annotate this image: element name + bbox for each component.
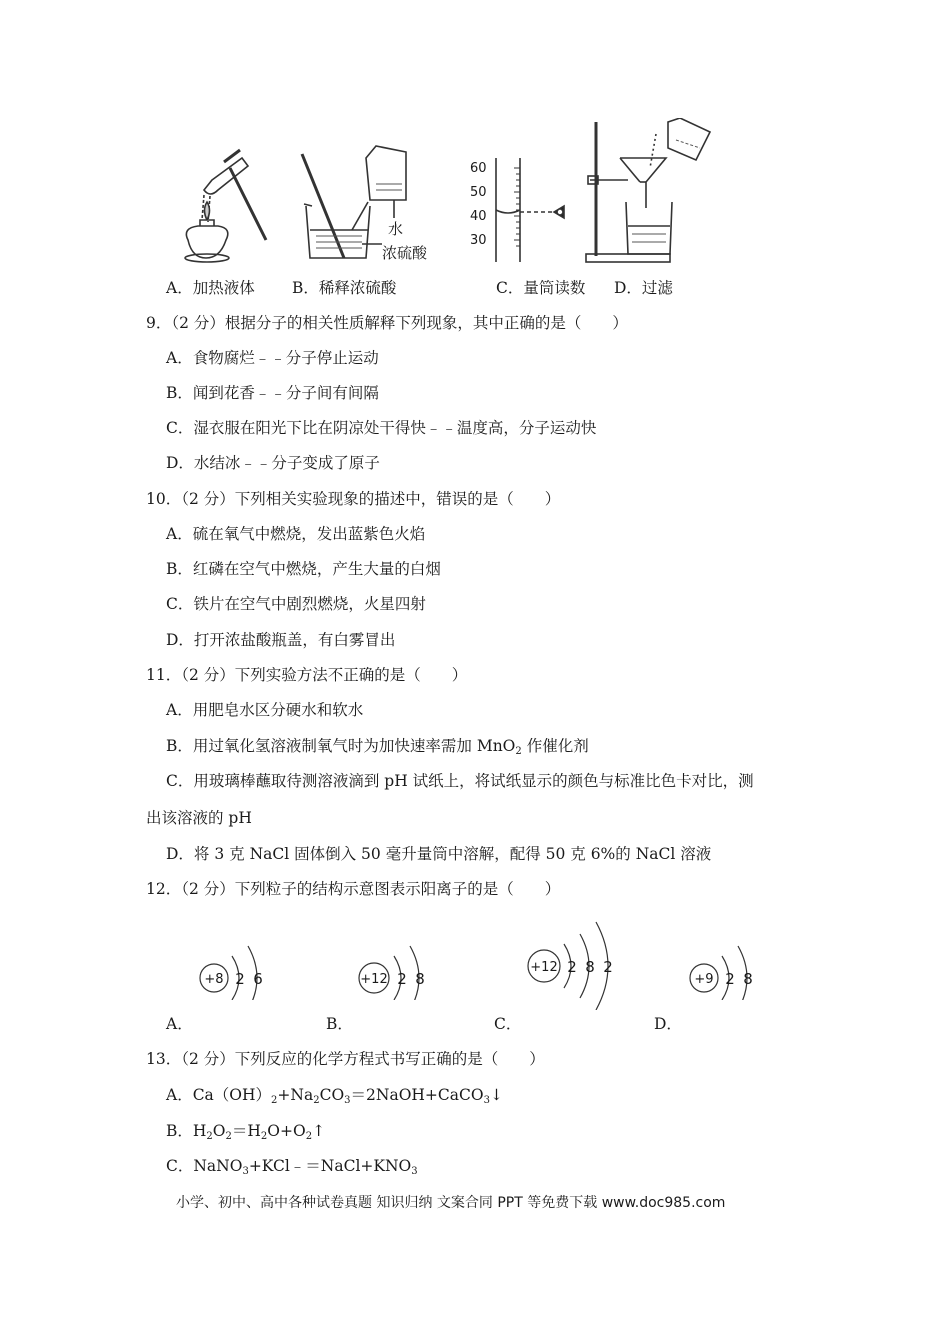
atom-c-shell-1: 2 xyxy=(567,958,577,976)
figure-option-d: D．过滤 xyxy=(614,279,673,297)
dilute-acid-figure xyxy=(288,118,438,268)
tick-60: 60 xyxy=(470,161,487,176)
eq-b-sub: 2 xyxy=(225,1131,232,1142)
atom-c-shell-2: 8 xyxy=(585,958,595,976)
cylinder-reading-figure xyxy=(462,158,572,266)
tick-50: 50 xyxy=(470,185,487,200)
eq-a-sub: 3 xyxy=(483,1095,490,1106)
question-13-option-b xyxy=(166,1121,325,1141)
eq-c-part: C．NaNO xyxy=(166,1157,243,1175)
eq-b-sub: 2 xyxy=(206,1131,213,1142)
atom-d-diagram xyxy=(684,930,774,1000)
eq-a-part: ↓ xyxy=(489,1086,503,1104)
atom-c-nucleus: +12 xyxy=(530,960,558,975)
water-label: 水 xyxy=(388,220,404,238)
heating-liquid-figure xyxy=(160,140,270,268)
eq-b-part: ＝H xyxy=(231,1122,261,1140)
eq-a-part: CO xyxy=(319,1086,345,1104)
question-13-stem: 13．（2 分）下列反应的化学方程式书写正确的是（ ） xyxy=(146,1050,545,1068)
question-11-option-d: D．将 3 克 NaCl 固体倒入 50 毫升量筒中溶解，配得 50 克 6%的 NaCl 溶液 xyxy=(166,845,712,863)
atom-b-nucleus: +12 xyxy=(360,972,388,987)
question-10-option-c: C．铁片在空气中剧烈燃烧，火星四射 xyxy=(166,595,426,613)
atom-b-shell-1: 2 xyxy=(397,970,407,988)
question-10-option-d: D．打开浓盐酸瓶盖，有白雾冒出 xyxy=(166,631,396,649)
option-b-subscript: 2 xyxy=(515,746,522,757)
atom-b-shell-2: 8 xyxy=(415,970,425,988)
eq-b-sub: 2 xyxy=(305,1131,313,1142)
filtration-figure xyxy=(580,118,720,268)
question-11-option-a: A．用肥皂水区分硬水和软水 xyxy=(166,701,364,719)
eq-a-part: A．Ca（OH） xyxy=(166,1086,272,1104)
eq-b-part: O+O xyxy=(267,1122,306,1140)
question-13-option-c xyxy=(166,1156,418,1176)
eq-c-sub: 3 xyxy=(242,1166,249,1177)
atom-diagrams xyxy=(150,930,790,1040)
question-11-stem: 11．（2 分）下列实验方法不正确的是（ ） xyxy=(146,666,468,684)
question-12-stem: 12．（2 分）下列粒子的结构示意图表示阳离子的是（ ） xyxy=(146,880,561,898)
atom-b-label: B． xyxy=(326,1015,353,1033)
eq-b-part: B．H xyxy=(166,1122,207,1140)
atom-a-nucleus: +8 xyxy=(204,972,224,987)
eq-b-part: O xyxy=(212,1122,226,1140)
footer-text: 小学、初中、高中各种试卷真题 知识归纳 文案合同 PPT 等免费下载 xyxy=(176,1195,598,1211)
acid-label: 浓硫酸 xyxy=(382,244,428,262)
question-10-stem: 10．（2 分）下列相关实验现象的描述中，错误的是（ ） xyxy=(146,490,561,508)
question-9-option-c: C．湿衣服在阳光下比在阴凉处干得快﹣﹣温度高，分子运动快 xyxy=(166,419,597,437)
eq-c-sub: 3 xyxy=(411,1166,418,1177)
question-11-option-b xyxy=(166,736,589,756)
atom-d-nucleus: +9 xyxy=(694,972,714,987)
question-9-stem: 9．（2 分）根据分子的相关性质解释下列现象，其中正确的是（ ） xyxy=(146,314,628,332)
atom-a-shell-2: 6 xyxy=(253,970,263,988)
question-10-option-a: A．硫在氧气中燃烧，发出蓝紫色火焰 xyxy=(166,525,426,543)
question-10-option-b: B．红磷在空气中燃烧，产生大量的白烟 xyxy=(166,560,441,578)
atom-a-diagram xyxy=(194,930,284,1000)
eq-b-sub: 2 xyxy=(260,1131,268,1142)
option-b-tail: 作催化剂 xyxy=(526,737,589,755)
eq-b-part: ↑ xyxy=(312,1122,326,1140)
atom-c-shell-3: 2 xyxy=(603,958,613,976)
question-11-option-c-continued: 出该溶液的 pH xyxy=(146,809,252,827)
eq-a-part: +Na xyxy=(277,1086,314,1104)
question-9-option-d: D．水结冰﹣﹣分子变成了原子 xyxy=(166,454,380,472)
atom-c-label: C． xyxy=(494,1015,522,1033)
atom-a-label: A． xyxy=(166,1015,193,1033)
atom-d-label: D． xyxy=(654,1015,682,1033)
figure-option-c: C．量筒读数 xyxy=(496,279,586,297)
question-9-option-b: B．闻到花香﹣﹣分子间有间隔 xyxy=(166,384,379,402)
eq-a-sub: 3 xyxy=(344,1095,351,1106)
atom-a-shell-1: 2 xyxy=(235,970,245,988)
question-11-option-c: C．用玻璃棒蘸取待测溶液滴到 pH 试纸上，将试纸显示的颜色与标准比色卡对比，测 xyxy=(166,772,754,790)
eq-a-sub: 2 xyxy=(313,1095,320,1106)
lab-figures xyxy=(160,118,720,268)
question-13-option-a xyxy=(166,1085,503,1105)
tick-30: 30 xyxy=(470,233,487,248)
eq-c-part: +KCl﹣＝NaCl+KNO xyxy=(248,1157,412,1175)
eq-a-part: ＝2NaOH+CaCO xyxy=(350,1086,484,1104)
eq-a-sub: 2 xyxy=(271,1095,278,1106)
footer xyxy=(176,1192,725,1212)
question-9-option-a: A．食物腐烂﹣﹣分子停止运动 xyxy=(166,349,379,367)
figure-option-a: A．加热液体 xyxy=(166,279,255,297)
atom-d-shell-1: 2 xyxy=(725,970,735,988)
tick-40: 40 xyxy=(470,209,487,224)
figure-option-b: B．稀释浓硫酸 xyxy=(292,279,397,297)
option-b-main: B．用过氧化氢溶液制氧气时为加快速率需加 MnO xyxy=(166,737,516,755)
atom-c-diagram xyxy=(522,910,642,1010)
atom-d-shell-2: 8 xyxy=(743,970,753,988)
atom-b-diagram xyxy=(354,930,444,1000)
footer-url[interactable]: www.doc985.com xyxy=(601,1195,726,1211)
